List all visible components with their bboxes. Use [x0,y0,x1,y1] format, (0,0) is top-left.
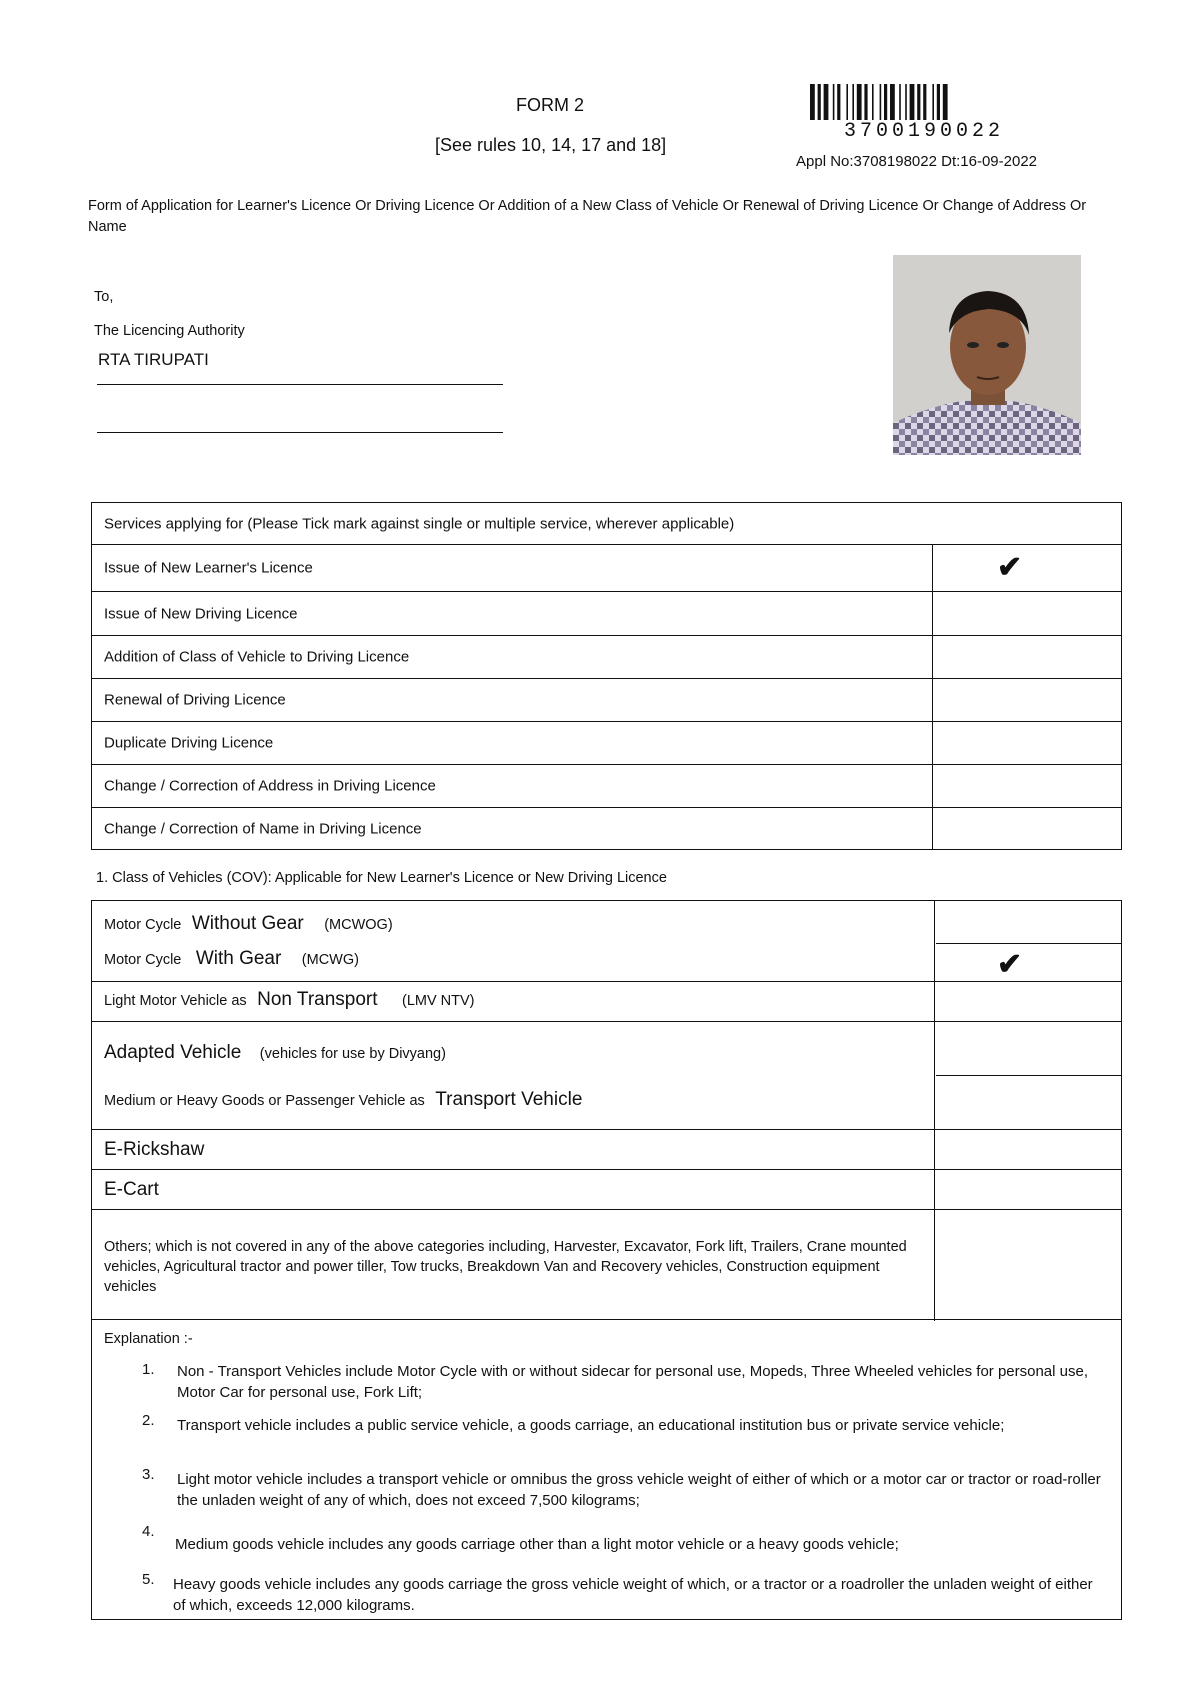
office-underline [97,384,503,385]
service-label: Issue of New Driving Licence [104,605,298,622]
cov-transport: Medium or Heavy Goods or Passenger Vehicle as Transport Vehicle [104,1089,583,1110]
explanation-item: Non - Transport Vehicles include Motor Cycle with or without sidecar for personal use, Mopeds, Three Wheeled vehicles for personal use, Motor Car for personal use, Fork Lift; [177,1363,1089,1401]
cov-mcwog-code: (MCWOG) [324,917,393,933]
services-header-row [92,503,1121,545]
column-divider [932,592,933,635]
barcode-bar [846,84,848,120]
barcode-bar [810,84,815,120]
barcode-bar [917,84,920,120]
cov-mcwg-type: With Gear [195,948,282,969]
cov-erickshaw: E-Rickshaw [104,1139,205,1160]
table-row [92,808,1121,850]
barcode-bar [937,84,940,120]
authority-label: The Licencing Authority [94,323,245,339]
service-label: Change / Correction of Name in Driving Licence [104,820,422,837]
row-divider [92,1021,1121,1022]
checkmark-icon[interactable]: ✔ [997,551,1023,584]
checkmark-icon[interactable]: ✔ [997,948,1023,981]
barcode-bar [910,84,915,120]
tick-box[interactable] [934,679,1121,721]
barcode-bar [824,84,829,120]
cov-ecart: E-Cart [104,1179,159,1200]
to-label: To, [94,289,114,305]
cov-mcwg-code: (MCWG) [301,952,359,968]
tick-box[interactable] [934,765,1121,807]
table-row [92,592,1121,636]
service-label: Addition of Class of Vehicle to Driving Licence [104,648,410,666]
explanation-title: Explanation :- [104,1331,193,1347]
tick-box[interactable] [936,1171,1121,1209]
service-label: Issue of New Learner's Licence [104,559,313,577]
table-row [92,636,1121,679]
cov-adapted-note: (vehicles for use by Divyang) [259,1046,446,1062]
rules-reference: [See rules 10, 14, 17 and 18] [435,135,667,155]
barcode-bar [837,84,840,120]
explanation-number: 2. [142,1412,155,1429]
barcode-bar [943,84,948,120]
service-label: Duplicate Driving Licence [104,734,274,752]
form-title: FORM 2 [516,95,585,115]
row-divider [92,981,1121,982]
barcode-bar [899,84,901,120]
column-divider [934,901,935,1321]
tick-box[interactable] [936,901,1121,943]
application-number: Appl No:3708198022 Dt:16-09-2022 [796,153,1038,170]
barcode-bars [810,84,1090,120]
explanation-item: Light motor vehicle includes a transport vehicle or omnibus the gross vehicle weight of either of which or a motor car or tractor or road-roller the unladen weight of any of which, does not exceed 7,500 kilograms; [177,1471,1101,1509]
barcode-bar [880,84,882,120]
cov-mcwg: Motor Cycle With Gear (MCWG) [104,948,359,969]
barcode-bar [890,84,895,120]
tick-box[interactable] [936,1211,1121,1319]
services-table [91,502,1122,850]
tick-box[interactable] [934,636,1121,678]
explanation-item: Medium goods vehicle includes any goods carriage other than a light motor vehicle or a heavy goods vehicle; [175,1536,899,1553]
barcode [810,84,1090,120]
tick-box[interactable] [936,983,1121,1021]
form-description: Form of Application for Learner's Licence Or Driving Licence Or Addition of a New Class of Vehicle Or Renewal of Driving Licence Or Change of Address Or Name [88,198,1087,235]
column-divider [932,765,933,807]
row-divider [92,1169,1121,1170]
cov-mcwog: Motor Cycle Without Gear (MCWOG) [104,913,393,934]
explanation-item: Transport vehicle includes a public service vehicle, a goods carriage, an educational institution bus or private service vehicle; [177,1417,1005,1434]
applicant-photo [893,255,1081,455]
row-divider [92,1129,1121,1130]
office-underline-2 [97,432,503,433]
column-divider [932,722,933,764]
table-row [92,679,1121,722]
tick-box[interactable] [936,1023,1121,1075]
table-row [92,722,1121,765]
column-divider [932,679,933,721]
explanation-item: Heavy goods vehicle includes any goods carriage the gross vehicle weight of which, or a tractor or a roadroller the unladen weight of either of which, exceeds 12,000 kilograms. [173,1576,1093,1614]
cov-cell-divider [936,1075,1121,1076]
column-divider [932,808,933,849]
row-divider [92,1209,1121,1210]
explanation-number: 1. [142,1361,155,1378]
service-label: Renewal of Driving Licence [104,691,286,709]
office-name: RTA TIRUPATI [98,350,209,369]
explanation-number: 4. [142,1523,155,1540]
barcode-bar [857,84,862,120]
tick-box[interactable] [936,1077,1121,1129]
barcode-bar [852,84,854,120]
cov-table [91,900,1122,1321]
barcode-bar [833,84,835,120]
explanation-number: 3. [142,1466,155,1483]
cov-adapted: Adapted Vehicle (vehicles for use by Divyang) [104,1042,446,1063]
tick-box[interactable] [936,1131,1121,1169]
tick-box[interactable] [934,592,1121,635]
tick-box[interactable] [934,808,1121,849]
barcode-bar [864,84,867,120]
cov-lmv-code: (LMV NTV) [401,993,475,1009]
service-label: Change / Correction of Address in Driving Licence [104,777,436,795]
barcode-bar [923,84,926,120]
photo-illustration [893,255,1081,455]
table-row [92,545,1121,592]
cov-others: Others; which is not covered in any of the above categories including, Harvester, Excavator, Fork lift, Trailers, Crane mounted vehicles, Agricultural tractor and power tiller, Tow trucks, Breakdown Van and Recovery vehicles, Construction equipment vehicles [104,1239,907,1295]
explanation-box [91,1319,1122,1620]
cov-heading: 1. Class of Vehicles (COV): Applicable for New Learner's Licence or New Driving Licence [96,870,667,886]
cov-mcwog-type: Without Gear [191,913,304,934]
services-header: Services applying for (Please Tick mark against single or multiple service, wherever applicable) [104,515,735,532]
barcode-bar [872,84,874,120]
barcode-bar [905,84,907,120]
barcode-bar [818,84,821,120]
tick-box[interactable] [934,722,1121,764]
cov-transport-type: Transport Vehicle [435,1089,583,1110]
cov-lmv: Light Motor Vehicle as Non Transport (LMV NTV) [104,989,475,1010]
barcode-text: 3700190022 [844,120,1005,143]
barcode-bar [884,84,887,120]
cov-cell-divider [936,943,1121,944]
table-row [92,765,1121,808]
cov-lmv-type: Non Transport [257,989,378,1010]
explanation-number: 5. [142,1571,155,1588]
barcode-bar [932,84,934,120]
column-divider [932,545,933,591]
column-divider [932,636,933,678]
